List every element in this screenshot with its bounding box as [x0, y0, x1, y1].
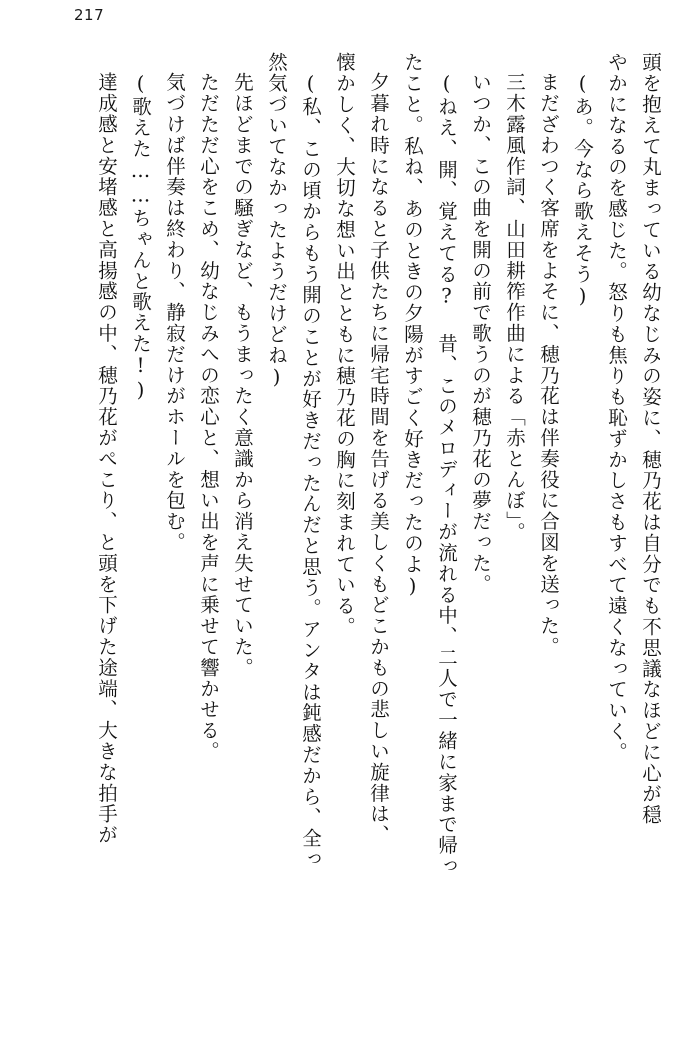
text-line: 頭を抱えて丸まっている幼なじみの姿に、穂乃花は自分でも不思議なほどに心が穏	[639, 52, 662, 826]
text-line: いつか、この曲を開の前で歌うのが穂乃花の夢だった。	[469, 72, 492, 595]
text-line: まだざわつく客席をよそに、穂乃花は伴奏役に合図を送った。	[537, 72, 560, 658]
text-line: ただただ心をこめ、幼なじみへの恋心と、想い出を声に乗せて響かせる。	[197, 72, 220, 762]
text-line: (私、この頃からもう開のことが好きだったんだと思う。アンタは鈍感だから、全っ	[299, 72, 322, 870]
page-number: 217	[74, 6, 105, 24]
text-line: (歌えた……ちゃんと歌えた!)	[129, 72, 152, 403]
text-line: やかになるのを感じた。怒りも焦りも恥ずかしさもすべて遠くなっていく。	[605, 52, 628, 763]
text-line: 気づけば伴奏は終わり、静寂だけがホールを包む。	[163, 72, 186, 553]
text-line: 達成感と安堵感と高揚感の中、穂乃花がぺこり、と頭を下げた途端、大きな拍手が	[95, 72, 118, 846]
text-line: 懐かしく、大切な想い出とともに穂乃花の胸に刻まれている。	[333, 52, 356, 638]
text-line: たこと。私ね、あのときの夕陽がすごく好きだったのよ)	[401, 52, 424, 599]
text-line: (ねえ、開、覚えてる? 昔、このメロディーが流れる中、二人で一緒に家まで帰っ	[435, 72, 458, 877]
text-line: 先ほどまでの騒ぎなど、もうまったく意識から消え失せていた。	[231, 72, 254, 679]
text-line: 然気づいてなかったようだけどね)	[265, 52, 288, 390]
text-line: 三木露風作詞、山田耕筰作曲による「赤とんぼ」。	[503, 72, 526, 543]
text-line: 夕暮れ時になると子供たちに帰宅時間を告げる美しくもどこかもの悲しい旋律は、	[367, 72, 390, 846]
text-line: (あ。今なら歌えそう)	[571, 72, 594, 309]
vertical-text-body	[28, 52, 667, 1028]
